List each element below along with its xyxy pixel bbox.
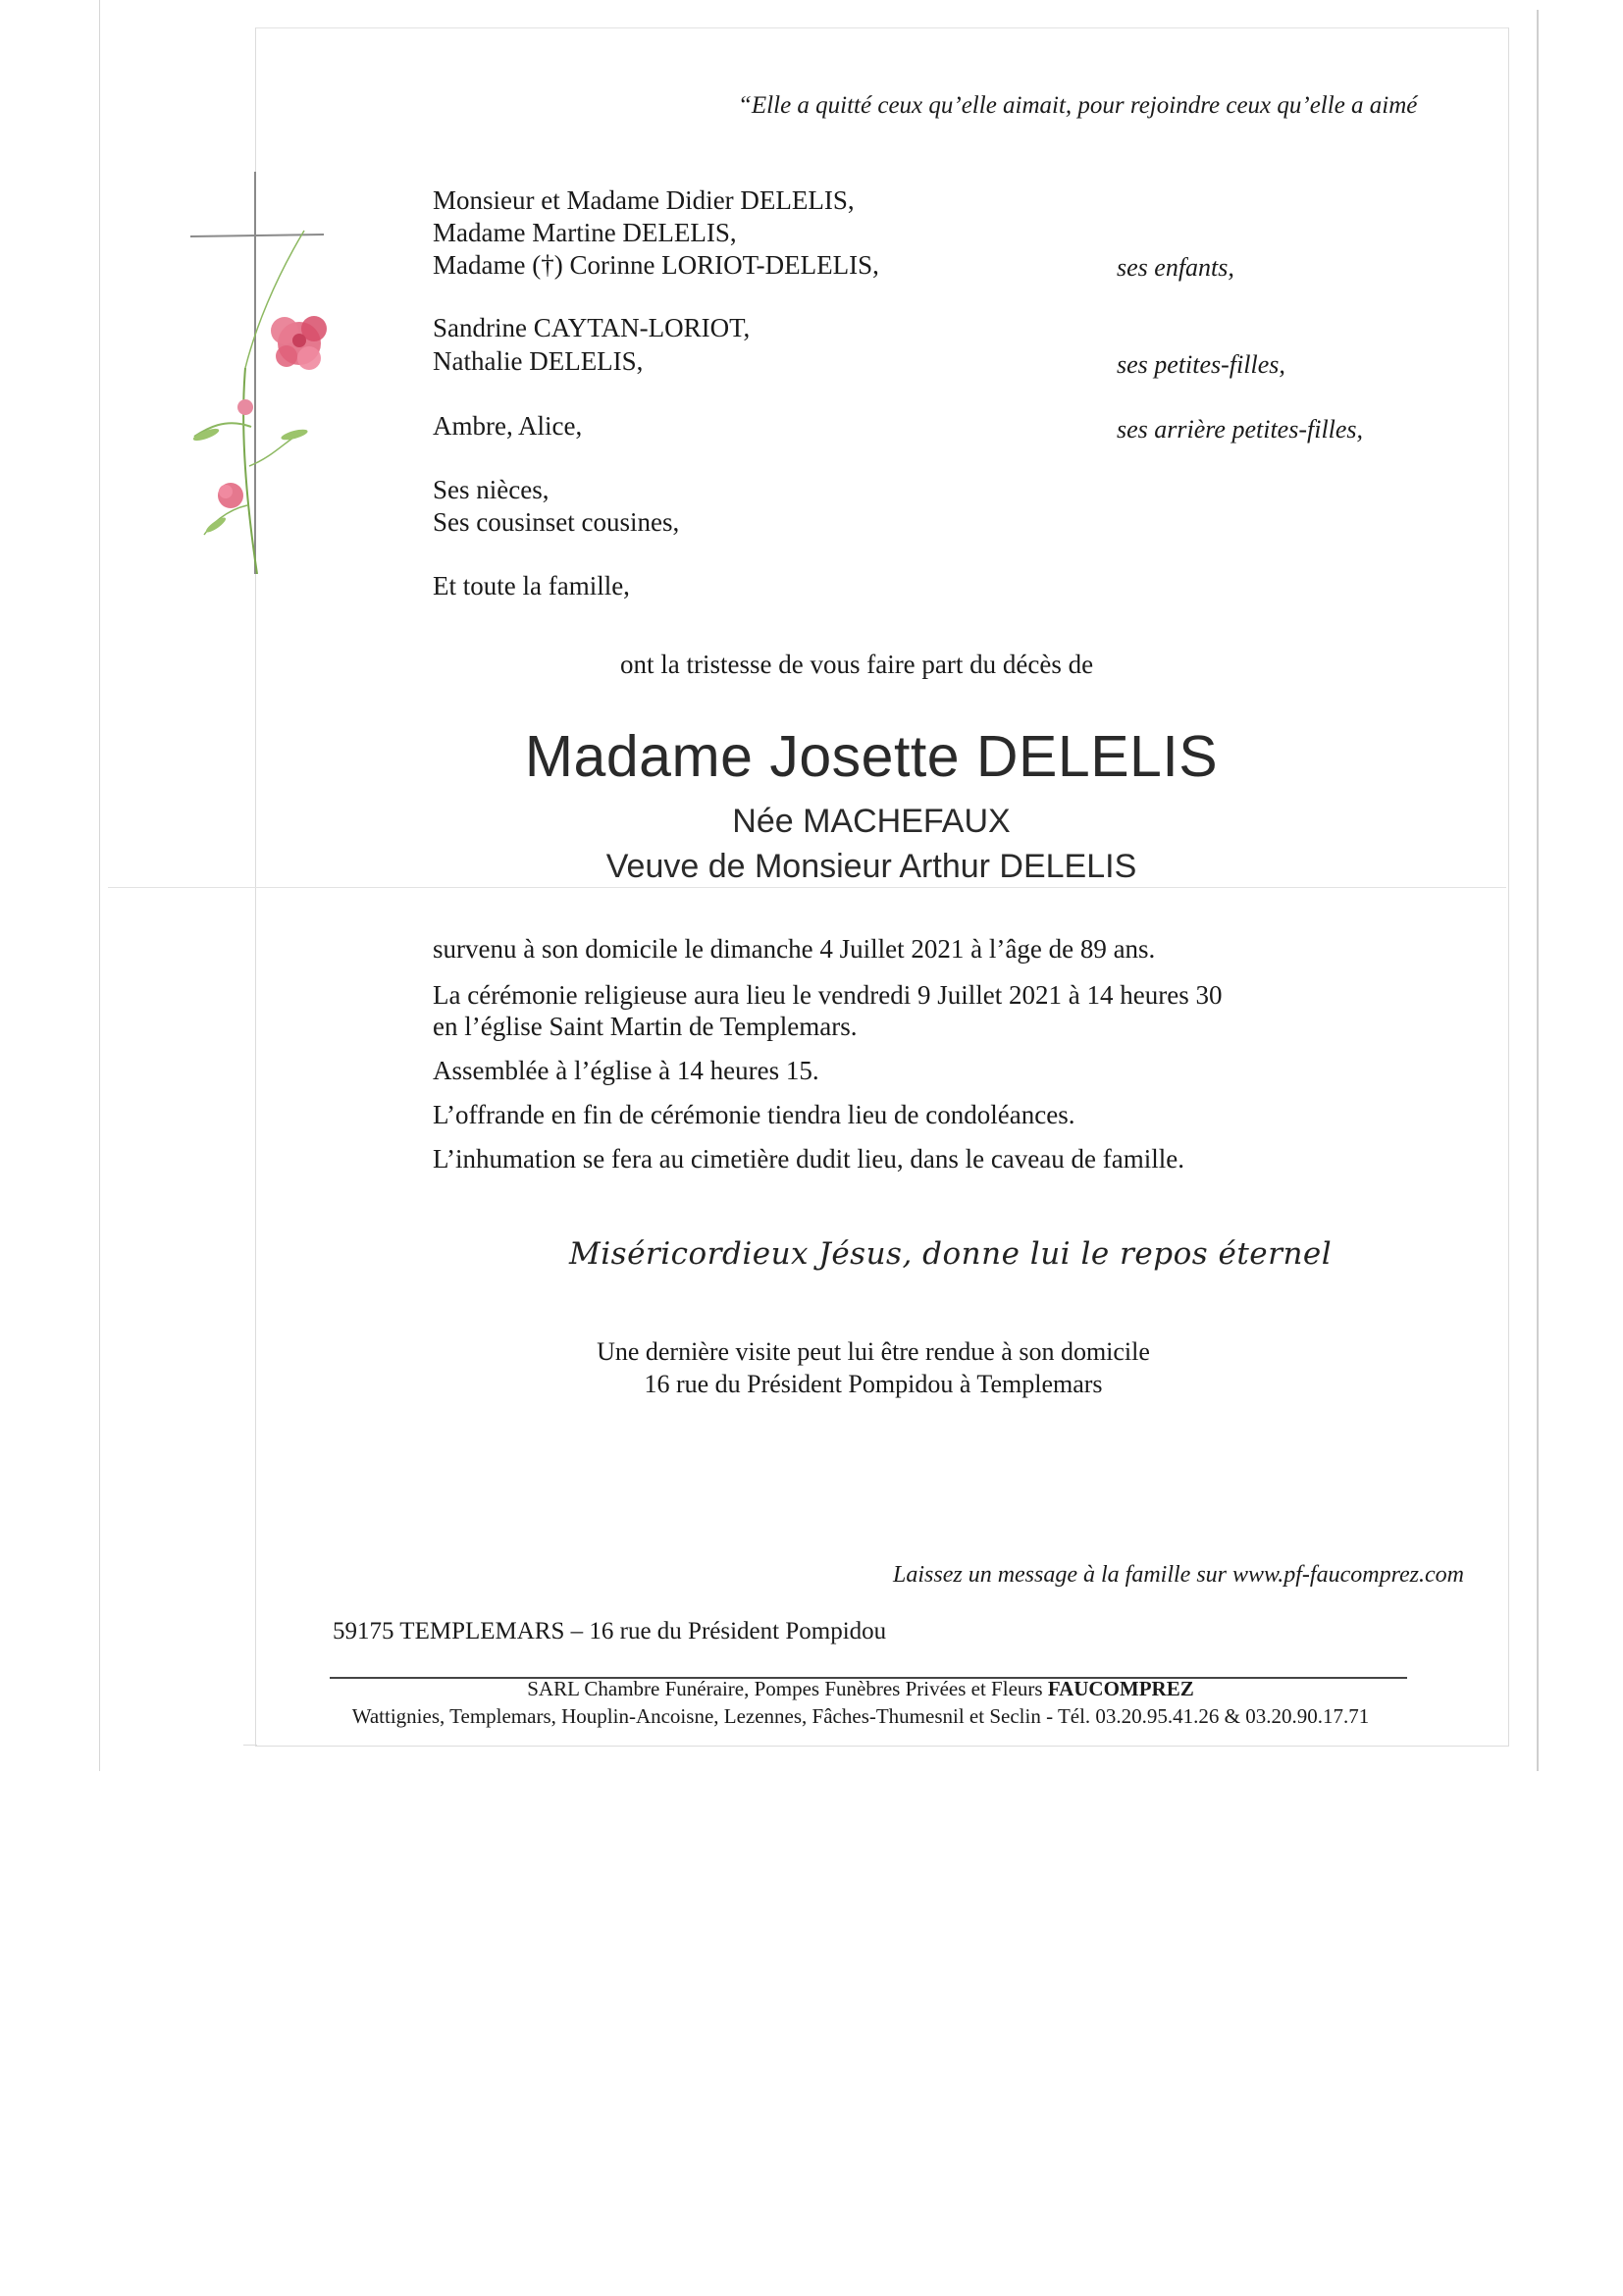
- prayer-line: Miséricordieux Jésus, donne lui le repos éternel: [569, 1236, 1333, 1272]
- frame-corner: [243, 1745, 257, 1746]
- death-details: survenu à son domicile le dimanche 4 Juillet 2021 à l’âge de 89 ans.: [433, 934, 1156, 964]
- cross-with-carnation-icon: [186, 172, 363, 574]
- widow-of: Veuve de Monsieur Arthur DELELIS: [605, 848, 1137, 885]
- scan-edge-right: [1537, 10, 1539, 1771]
- burial-line: L’inhumation se fera au cimetière dudit lieu, dans le caveau de famille.: [433, 1144, 1184, 1174]
- opening-quote: “Elle a quitté ceux qu’elle aimait, pour rejoindre ceux qu’elle a aimé: [738, 92, 1418, 119]
- ceremony-line: en l’église Saint Martin de Templemars.: [433, 1012, 858, 1041]
- footer-company-name: FAUCOMPREZ: [1047, 1677, 1194, 1700]
- child-line: Madame Martine DELELIS,: [433, 218, 737, 247]
- granddaughter-line: Sandrine CAYTAN-LORIOT,: [433, 313, 751, 342]
- visit-address: 16 rue du Président Pompidou à Templemars: [644, 1370, 1103, 1398]
- great-granddaughters-line: Ambre, Alice,: [433, 411, 583, 441]
- address-line: 59175 TEMPLEMARS – 16 rue du Président Pompidou: [333, 1618, 887, 1644]
- maiden-name: Née MACHEFAUX: [732, 803, 1011, 840]
- website-message: Laissez un message à la famille sur www.pf-faucomprez.com: [893, 1562, 1464, 1588]
- visit-line: Une dernière visite peut lui être rendue à son domicile: [597, 1337, 1150, 1366]
- deceased-name: Madame Josette DELELIS: [524, 724, 1219, 789]
- fold-line: [108, 887, 1506, 888]
- relatives-line: Ses nièces,: [433, 475, 550, 504]
- great-granddaughters-role: ses arrière petites-filles,: [1117, 415, 1364, 444]
- relatives-line: Ses cousinset cousines,: [433, 507, 680, 537]
- footer-company-prefix: SARL Chambre Funéraire, Pompes Funèbres Privées et Fleurs: [527, 1677, 1043, 1700]
- offering-line: L’offrande en fin de cérémonie tiendra lieu de condoléances.: [433, 1100, 1075, 1129]
- child-line: Madame (†) Corinne LORIOT-DELELIS,: [433, 250, 879, 280]
- carnation-flower-icon: [271, 316, 327, 370]
- scan-edge-left: [99, 0, 100, 1771]
- granddaughter-line: Nathalie DELELIS,: [433, 346, 644, 376]
- child-line: Monsieur et Madame Didier DELELIS,: [433, 185, 855, 215]
- whole-family-line: Et toute la famille,: [433, 571, 630, 600]
- announcement-line: ont la tristesse de vous faire part du décès de: [620, 650, 1094, 679]
- assembly-line: Assemblée à l’église à 14 heures 15.: [433, 1056, 819, 1085]
- children-role: ses enfants,: [1117, 253, 1234, 282]
- footer-company: [294, 1677, 1427, 1701]
- granddaughters-role: ses petites-filles,: [1117, 350, 1285, 379]
- footer-locations: Wattignies, Templemars, Houplin-Ancoisne, Lezennes, Fâches-Thumesnil et Seclin - Tél. 03.20.95.41.26 & 03.20.90.17.71: [351, 1704, 1370, 1728]
- ceremony-line: La cérémonie religieuse aura lieu le vendredi 9 Juillet 2021 à 14 heures 30: [433, 980, 1223, 1010]
